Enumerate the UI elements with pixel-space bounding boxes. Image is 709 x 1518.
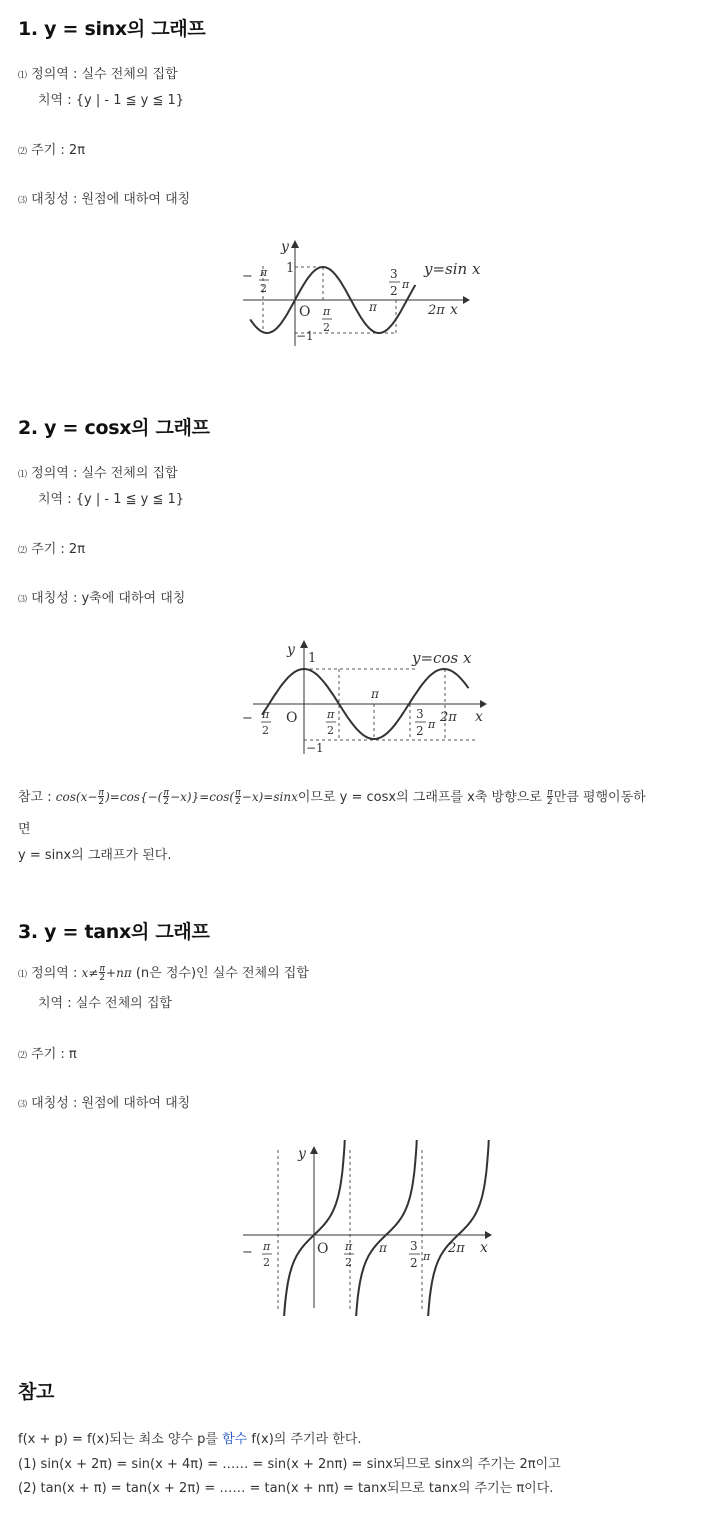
reference-line3: (2) tan(x + π) = tan(x + 2π) = …… = tan(x + nπ) = tanx되므로 tanx의 주기는 π이다. (18, 1481, 554, 1496)
y-axis-label: y (281, 239, 289, 255)
origin-label: O (299, 304, 311, 320)
note-mid: 이므로 y = cosx의 그래프를 x축 방향으로 (297, 790, 542, 805)
domain-item (18, 462, 178, 481)
domain-item (18, 962, 309, 983)
origin-label: O (317, 1241, 329, 1257)
item-number: ⑴ (18, 470, 28, 480)
tick-label-3pi-half-num: 3 (416, 707, 424, 721)
range-text: 치역 : {y | - 1 ≦ y ≦ 1} (38, 492, 185, 507)
period-item (18, 538, 85, 557)
tick-label-neg-pi-half-num: π (260, 266, 268, 279)
tick-label-3pi-half-den: 2 (390, 284, 398, 298)
tick-label-3pi-half-den: 2 (416, 724, 424, 738)
tick-label-pi: π (379, 1241, 387, 1255)
note-prefix: 참고 : (18, 790, 52, 805)
curve-label: y=cos x (412, 649, 472, 667)
period-item (18, 139, 85, 158)
fraction: $\frac{\pi}{2}$ (546, 787, 553, 807)
y-axis-label: y (287, 642, 295, 658)
tick-label-neg-pi-half-minus: − (242, 1245, 253, 1260)
tick-label-3pi-half-num: 3 (410, 1239, 418, 1253)
tick-label-pi-half-num: π (323, 305, 331, 318)
tick-label-2pi: 2π (448, 1241, 465, 1256)
item-number: ⑴ (18, 71, 28, 81)
tick-label-1: 1 (308, 651, 317, 666)
x-axis-label: x (475, 709, 483, 725)
symmetry-item (18, 587, 185, 606)
tick-label-1: 1 (286, 261, 295, 276)
tick-label-pi: π (371, 687, 379, 701)
note-end: 만큼 평행이동하 (553, 790, 646, 805)
origin-label: O (286, 710, 298, 726)
range-text: 치역 : 실수 전체의 집합 (38, 996, 172, 1011)
tick-label-pi-half-num: π (327, 708, 335, 721)
tick-label-neg1: −1 (306, 741, 324, 755)
tick-label-3pi-half-pi: π (428, 718, 436, 731)
tick-label-3pi-half-num: 3 (390, 267, 398, 281)
item-number: ⑵ (18, 1051, 28, 1061)
tan-graph (238, 1140, 500, 1316)
domain-text: 정의역 : 실수 전체의 집합 (31, 466, 178, 481)
tick-label-neg-pi-half-minus: − (242, 711, 253, 726)
domain-text: 정의역 : 실수 전체의 집합 (31, 67, 178, 82)
item-number: ⑴ (18, 970, 28, 980)
domain-post: (n은 정수)인 실수 전체의 집합 (135, 966, 309, 981)
cos-note-line1 (18, 786, 646, 807)
fraction: $\frac{\pi}{2}$ (99, 963, 106, 983)
tick-label-3pi-half-den: 2 (410, 1256, 418, 1270)
cos-note-line2: 면 (18, 822, 31, 837)
tick-label-3pi-half-pi: π (402, 278, 410, 291)
reference-line1 (18, 1428, 362, 1447)
note-math-3: −x)}=cos( (170, 790, 235, 804)
symmetry-text: 대칭성 : y축에 대하여 대칭 (31, 591, 186, 606)
tick-label-neg-pi-half-num: π (263, 1240, 271, 1253)
symmetry-text: 대칭성 : 원점에 대하여 대칭 (31, 192, 191, 207)
reference-text: f(x + p) = f(x)되는 최소 양수 p를 (18, 1432, 218, 1447)
tick-label-neg-pi-half-den: 2 (263, 1256, 270, 1269)
tick-label-neg-pi-half-minus: − (242, 269, 253, 284)
tick-label-2pi: 2π (440, 710, 457, 725)
tick-label-pi-half-num: π (345, 1240, 353, 1253)
tick-label-pi-half-den: 2 (345, 1256, 352, 1269)
tick-label-neg-pi-half-den: 2 (260, 282, 267, 295)
domain-math-2: +nπ (106, 966, 132, 980)
tick-label-3pi-half-pi: π (423, 1250, 431, 1263)
item-number: ⑶ (18, 1100, 28, 1110)
reference-text: f(x)의 주기라 한다. (251, 1432, 362, 1447)
note-math-4: −x)=sinx (241, 790, 298, 804)
tick-label-2pi: 2π (428, 303, 445, 318)
y-axis-label: y (298, 1146, 306, 1162)
section-title-sin: 1. y = sinx의 그래프 (18, 18, 206, 40)
section-title-tan: 3. y = tanx의 그래프 (18, 921, 210, 943)
fraction: $\frac{\pi}{2}$ (235, 787, 241, 807)
period-item (18, 1043, 77, 1062)
domain-prefix: 정의역 : (31, 966, 78, 981)
item-number: ⑶ (18, 196, 28, 206)
cos-note-line3: y = sinx의 그래프가 된다. (18, 848, 172, 863)
x-axis-label: x (450, 302, 458, 318)
domain-item (18, 63, 178, 82)
note-math-2: )=cos{−( (105, 790, 163, 804)
item-number: ⑵ (18, 546, 28, 556)
period-text: 주기 : 2π (31, 143, 86, 158)
symmetry-item (18, 188, 190, 207)
domain-math-1: x≠ (81, 966, 99, 980)
tick-label-pi-half-den: 2 (323, 321, 330, 334)
item-number: ⑵ (18, 147, 28, 157)
symmetry-item (18, 1092, 190, 1111)
section-title-cos: 2. y = cosx의 그래프 (18, 417, 210, 439)
function-link[interactable]: 함수 (222, 1432, 248, 1447)
x-axis-label: x (480, 1240, 488, 1256)
tick-label-neg1: −1 (296, 329, 314, 343)
fraction: $\frac{\pi}{2}$ (163, 787, 170, 807)
reference-line2: (1) sin(x + 2π) = sin(x + 4π) = …… = sin(x + 2nπ) = sinx되므로 sinx의 주기는 2π이고 (18, 1457, 561, 1472)
range-text: 치역 : {y | - 1 ≦ y ≦ 1} (38, 93, 185, 108)
tick-label-neg-pi-half-den: 2 (262, 724, 269, 737)
item-number: ⑶ (18, 595, 28, 605)
fraction: $\frac{\pi}{2}$ (98, 787, 105, 807)
cos-graph (240, 636, 502, 760)
symmetry-text: 대칭성 : 원점에 대하여 대칭 (31, 1096, 191, 1111)
curve-label: y=sin x (424, 260, 481, 278)
sin-graph (238, 236, 500, 354)
period-text: 주기 : 2π (31, 542, 86, 557)
period-text: 주기 : π (31, 1047, 77, 1062)
tick-label-pi: π (369, 300, 377, 314)
tick-label-neg-pi-half-num: π (262, 708, 270, 721)
tick-label-pi-half-den: 2 (327, 724, 334, 737)
reference-title: 참고 (18, 1381, 55, 1403)
note-math-1: cos(x− (55, 790, 98, 804)
